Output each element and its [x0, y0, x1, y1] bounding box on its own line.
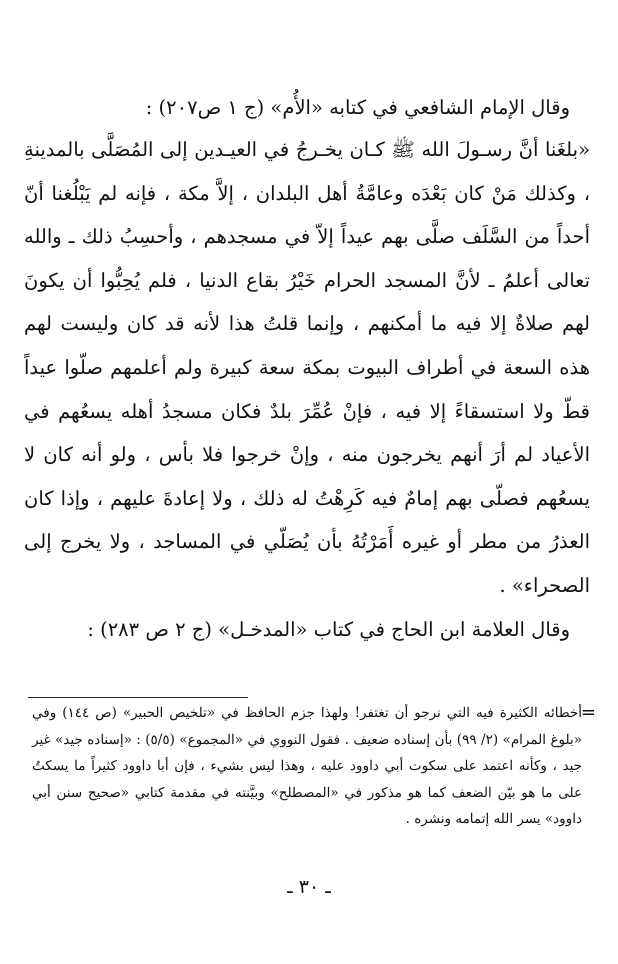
- shafii-quote: «بلغَنا أنَّ رسـولَ الله ﷺ كـان يخـرجُ في العيـدين إلى المُصَلَّى بالمدينةِ ، وكذلك مَنْ كان بَعْدَه وعامَّةُ أهل البلدان ، إلاَّ مكة ، فإنه لم يَبْلُغنا أنّ أحداً من السَّلَف صلَّى بهم عيداً إلاّ في مسجدهم ، وأحسِبُ ذلك ـ والله تعالى أعلمُ ـ لأنَّ المسجد الحرام خَيْرُ بقاع الدنيا ، فلم يُحِبُّوا أن يكونَ لهم صلاةٌ إلا فيه ما أمكنهم ، وإنما قلتُ هذا لأنه قد كان وليست لهم هذه السعة في أطراف البيوت بمكة سعة كبيرة ولم أعلمهم صلّوا عيداً قطّ ولا استسقاءً إلا فيه ، فإنْ عُمِّرَ بلدٌ فكان مسجدُ أهله يسعُهم في الأعياد لم أرَ أنهم يخرجون منه ، وإنْ خرجوا فلا بأس ، ولو أنه كان لا يسعُهم فصلّى بهم إمامٌ فيه كَرِهْتُ له ذلك ، ولا إعادةَ عليهم ، وإذا كان العذرُ من مطر أو غيره أَمَرْتُهُ بأن يُصَلّي في المساجد ، ولا يخرج إلى الصحراء» .: [24, 138, 591, 597]
- footnote-continuation-mark: =: [580, 702, 596, 723]
- outro-line: وقال العلامة ابن الحاج في كتاب «المدخـل» (ج ٢ ص ٢٨٣) :: [87, 618, 570, 641]
- page-number: ـ ٣٠ ـ: [287, 876, 331, 898]
- footnote: أخطائه الكثيرة فيه التي نرجو أن تغتفر! ولهذا جزم الحافظ في «تلخيص الحبير» (ص ١٤٤) وفي «بلوغ المرام» (٢/ ٩٩) بأن إسناده ضعيف . فقول النووي في «المجموع» (٥/٥) : «إسناده جيد» غير جيد ، وكأنه اعتمد على سكوت أبي داوود عليه ، وهذا ليس بشيء ، فإن أبا داوود كثيراً ما يسكتُ على ما هو بيّن الضعف كما هو مذكور في «المصطلح» وبيَّنته في مقدمة كتابي «صحيح سنن أبي داوود» يسر الله إتمامه ونشره .: [32, 705, 582, 827]
- footnote-separator: [28, 697, 248, 698]
- intro-line: وقال الإمام الشافعي في كتابه «الأُم» (ج ١ ص٢٠٧) :: [145, 96, 570, 119]
